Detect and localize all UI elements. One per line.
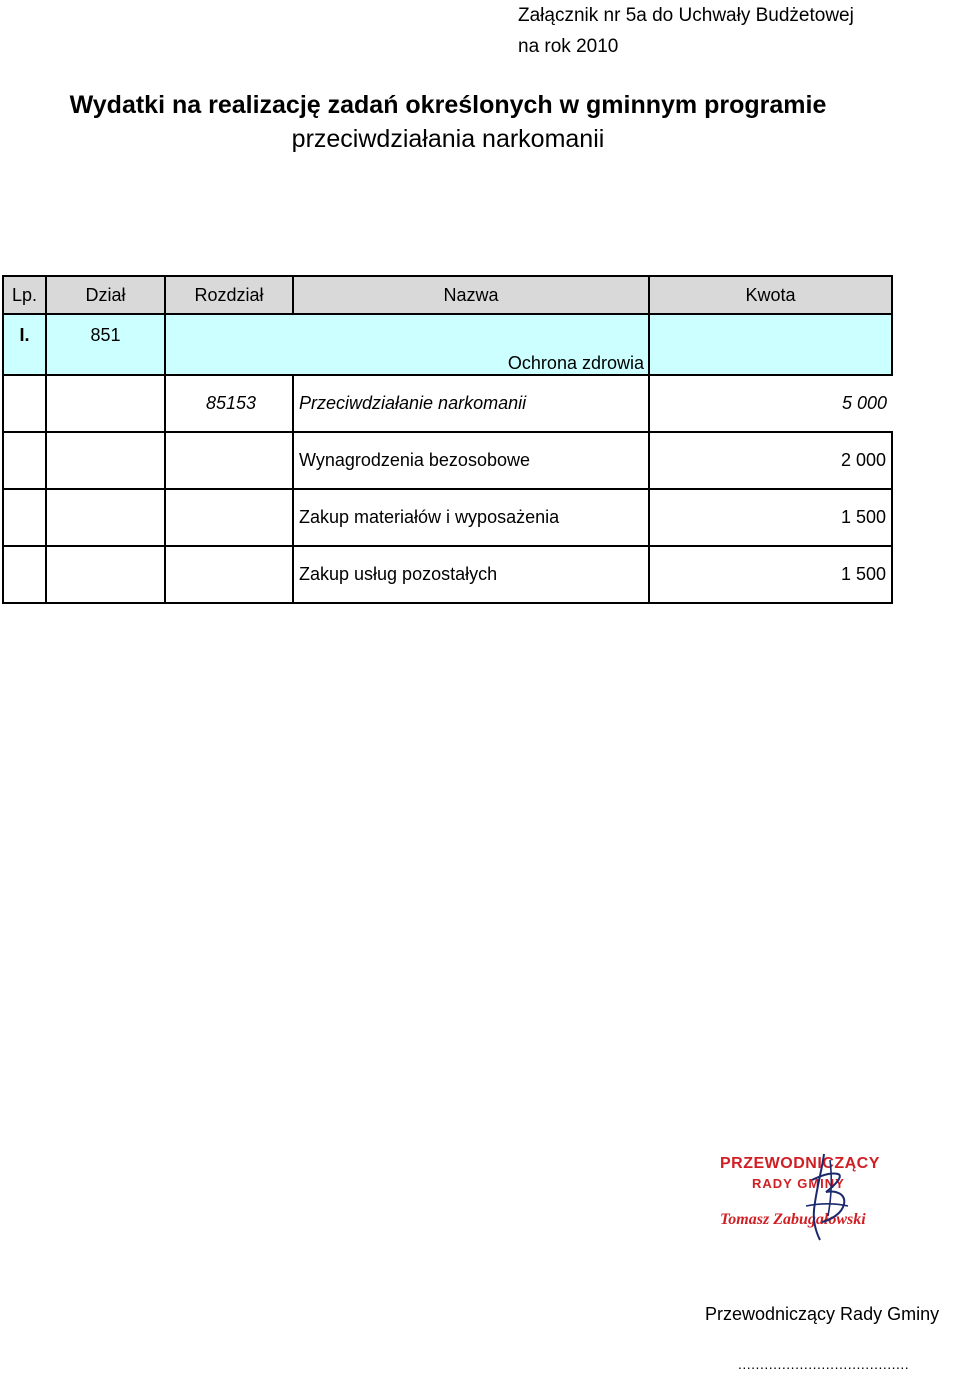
header-dzial: Dział [46, 276, 165, 314]
header-kwota: Kwota [649, 276, 892, 314]
row-lp [3, 375, 46, 432]
header-nazwa: Nazwa [293, 276, 649, 314]
section-kwota [649, 314, 892, 375]
section-nazwa: Ochrona zdrowia [293, 314, 649, 375]
table-header-row [3, 276, 892, 314]
row-kwota: 5 000 [649, 375, 892, 432]
row-kwota: 1 500 [649, 546, 892, 603]
budget-table [2, 275, 893, 604]
stamp-line-1: PRZEWODNICZĄCY [720, 1155, 880, 1172]
row-nazwa: Wynagrodzenia bezosobowe [293, 432, 649, 489]
annex-line-2: na rok 2010 [518, 36, 619, 57]
title-line-2: przeciwdziałania narkomanii [291, 125, 605, 153]
signature-line: ....................................... [738, 1356, 910, 1372]
row-lp [3, 489, 46, 546]
annex-note [518, 0, 854, 62]
section-row [3, 314, 892, 375]
table-row [3, 489, 892, 546]
section-lp: I. [3, 314, 46, 375]
section-rozdzial [165, 314, 293, 375]
row-kwota: 2 000 [649, 432, 892, 489]
row-dzial [46, 546, 165, 603]
header-lp: Lp. [3, 276, 46, 314]
row-rozdzial [165, 489, 293, 546]
row-lp [3, 432, 46, 489]
stamp-line-3: Tomasz Zabugałowski [720, 1211, 866, 1228]
row-rozdzial [165, 432, 293, 489]
table-row [3, 375, 892, 432]
section-dzial: 851 [46, 314, 165, 375]
handwritten-signature-icon [786, 1150, 866, 1245]
page-title [0, 88, 896, 156]
row-nazwa: Przeciwdziałanie narkomanii [293, 375, 649, 432]
row-nazwa: Zakup usług pozostałych [293, 546, 649, 603]
signer-role: Przewodniczący Rady Gminy [705, 1304, 940, 1324]
row-rozdzial [165, 546, 293, 603]
row-dzial [46, 375, 165, 432]
table-row [3, 546, 892, 603]
header-rozdzial: Rozdział [165, 276, 293, 314]
row-dzial [46, 489, 165, 546]
row-kwota: 1 500 [649, 489, 892, 546]
official-stamp [716, 1150, 906, 1250]
stamp-line-2: RADY GMINY [752, 1176, 845, 1191]
row-nazwa: Zakup materiałów i wyposażenia [293, 489, 649, 546]
annex-line-1: Załącznik nr 5a do Uchwały Budżetowej [518, 5, 854, 26]
row-dzial [46, 432, 165, 489]
table-row [3, 432, 892, 489]
row-rozdzial: 85153 [165, 375, 293, 432]
row-lp [3, 546, 46, 603]
title-line-1: Wydatki na realizację zadań określonych w gminnym programie [69, 91, 827, 119]
